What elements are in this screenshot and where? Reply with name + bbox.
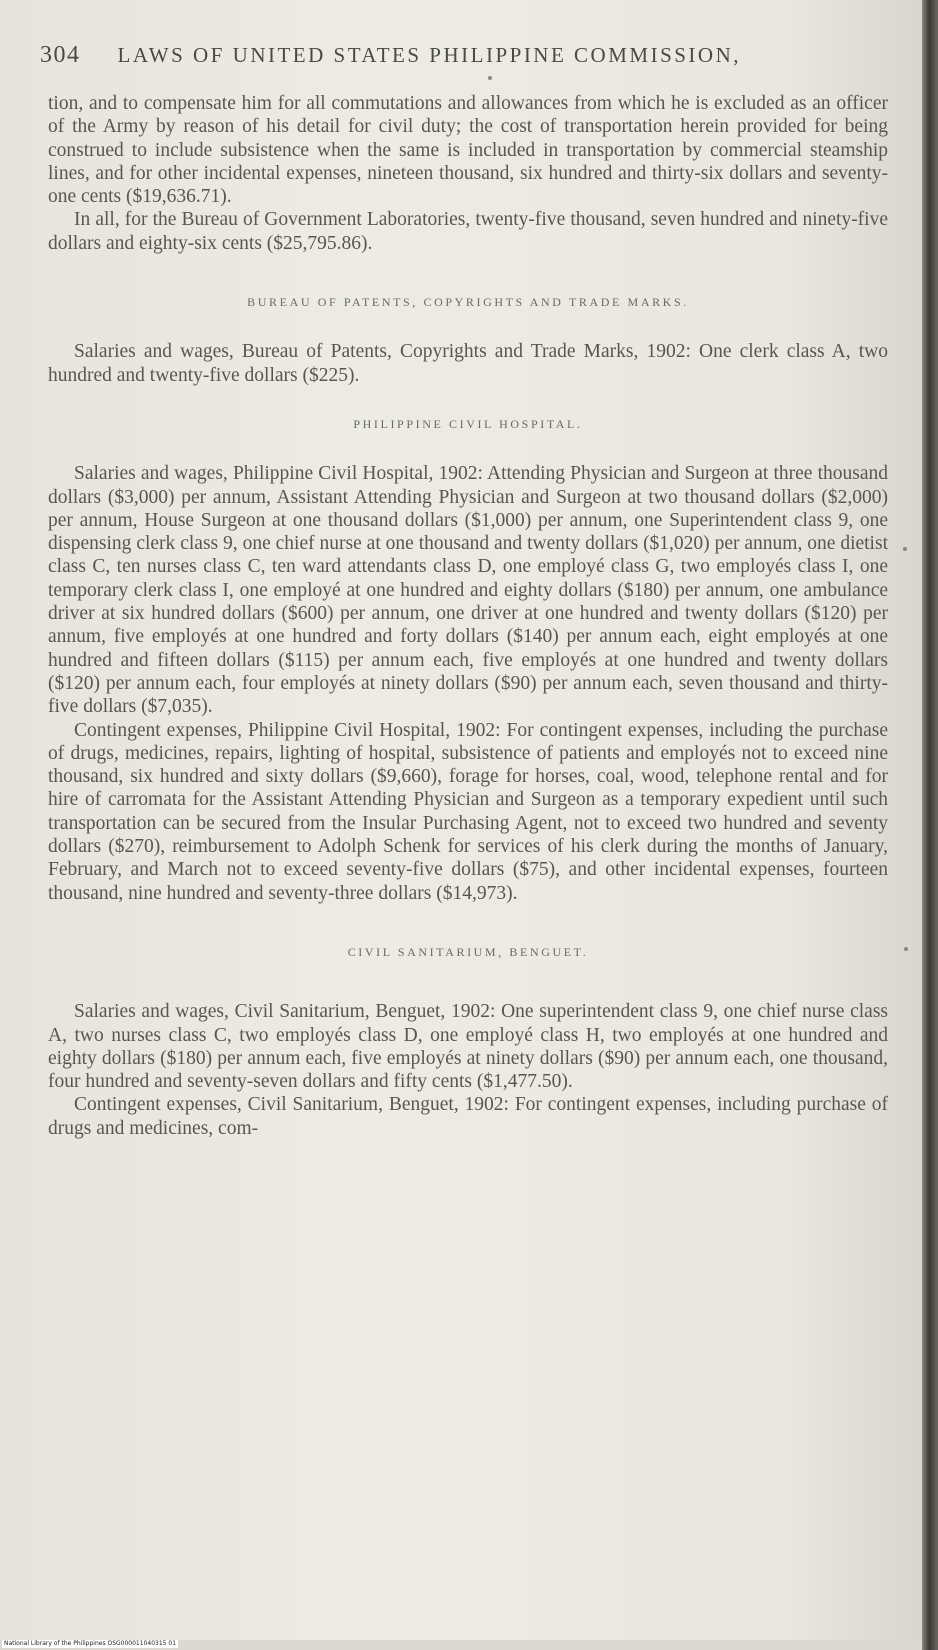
paragraph-laboratories-total: In all, for the Bureau of Government Laboratories, twenty-five thousand, seven hundred and ninety-five dollars and eighty-six cents ($25,795.86). <box>48 209 888 254</box>
paragraph-hospital-salaries: Salaries and wages, Philippine Civil Hospital, 1902: Attending Physician and Surgeon at three thousand dollars ($3,000) per annum, Assistant Attending Physician and Surgeon at two thousand dollars ($2,000) per annum, House Surgeon at one thousand dollars ($1,000) per annum, one Superintendent class 9, one dispensing clerk class 9, one chief nurse at one thousand and twenty dollars ($1,020) per annum, one dietist class C, ten nurses class C, ten ward attendants class D, one employé class G, two employés class I, one temporary clerk class I, one employé at one hundred and eighty dollars ($180) per annum, one ambulance driver at six hundred dollars ($600) per annum, one driver at one hundred and twenty dollars ($120) per annum, five employés at one hundred and forty dollars ($140) per annum each, eight employés at one hundred and fifteen dollars ($115) per annum each, five employés at one hundred and twenty dollars ($120) per annum each, four employés at ninety dollars ($90) per annum each, seven thousand and thirty-five dollars ($7,035). <box>48 463 888 718</box>
print-speck <box>488 76 492 80</box>
paragraph-continuation: tion, and to compensate him for all commutations and allowances from which he is excluded as an officer of the Army by reason of his detail for civil duty; the cost of transportation herein provided for being construed to include subsistence when the same is included in transportation by commercial steamship lines, and for other incidental expenses, nineteen thousand, six hundred and thirty-six dollars and seventy-one cents ($19,636.71). <box>48 93 888 208</box>
section-heading-sanitarium: CIVIL SANITARIUM, BENGUET. <box>347 944 589 959</box>
body-text <box>48 92 888 1140</box>
page-number: 304 <box>40 42 81 68</box>
paragraph-patents-salaries: Salaries and wages, Bureau of Patents, Copyrights and Trade Marks, 1902: One clerk class A, two hundred and twenty-five dollars ($225). <box>48 341 888 386</box>
page-edge-shadow <box>922 0 938 1650</box>
section-heading-hospital: PHILIPPINE CIVIL HOSPITAL. <box>353 416 583 431</box>
print-speck <box>904 947 908 951</box>
section-heading-patents: BUREAU OF PATENTS, COPYRIGHTS AND TRADE MARKS. <box>247 295 689 310</box>
print-speck <box>903 547 907 551</box>
scan-footer: National Library of the Philippines OSG000011040315 01 <box>4 1640 177 1647</box>
running-title: LAWS OF UNITED STATES PHILIPPINE COMMISSION, <box>117 43 741 67</box>
paragraph-sanitarium-contingent: Contingent expenses, Civil Sanitarium, Benguet, 1902: For contingent expenses, including purchase of drugs and medicines, com- <box>48 1094 888 1139</box>
running-head <box>40 42 880 69</box>
paragraph-sanitarium-salaries: Salaries and wages, Civil Sanitarium, Benguet, 1902: One superintendent class 9, one chief nurse class A, two nurses class C, two employés class D, one employé class H, two employés at one hundred and eighty dollars ($180) per annum each, five employés at ninety dollars ($90) per annum each, one thousand, four hundred and seventy-seven dollars and fifty cents ($1,477.50). <box>48 1001 888 1093</box>
paragraph-hospital-contingent: Contingent expenses, Philippine Civil Hospital, 1902: For contingent expenses, including the purchase of drugs, medicines, repairs, lighting of hospital, subsistence of patients and employés not to exceed nine thousand, six hundred and sixty dollars ($9,660), forage for horses, coal, wood, telephone rental and for hire of carromata for the Assistant Attending Physician and Surgeon as a temporary expedient until such transportation can be secured from the Insular Purchasing Agent, not to exceed two hundred and seventy dollars ($270), reimbursement to Adolph Schenk for services of his clerk during the months of January, February, and March not to exceed seventy-five dollars ($75), and other incidental expenses, fourteen thousand, nine hundred and seventy-three dollars ($14,973). <box>48 719 888 904</box>
